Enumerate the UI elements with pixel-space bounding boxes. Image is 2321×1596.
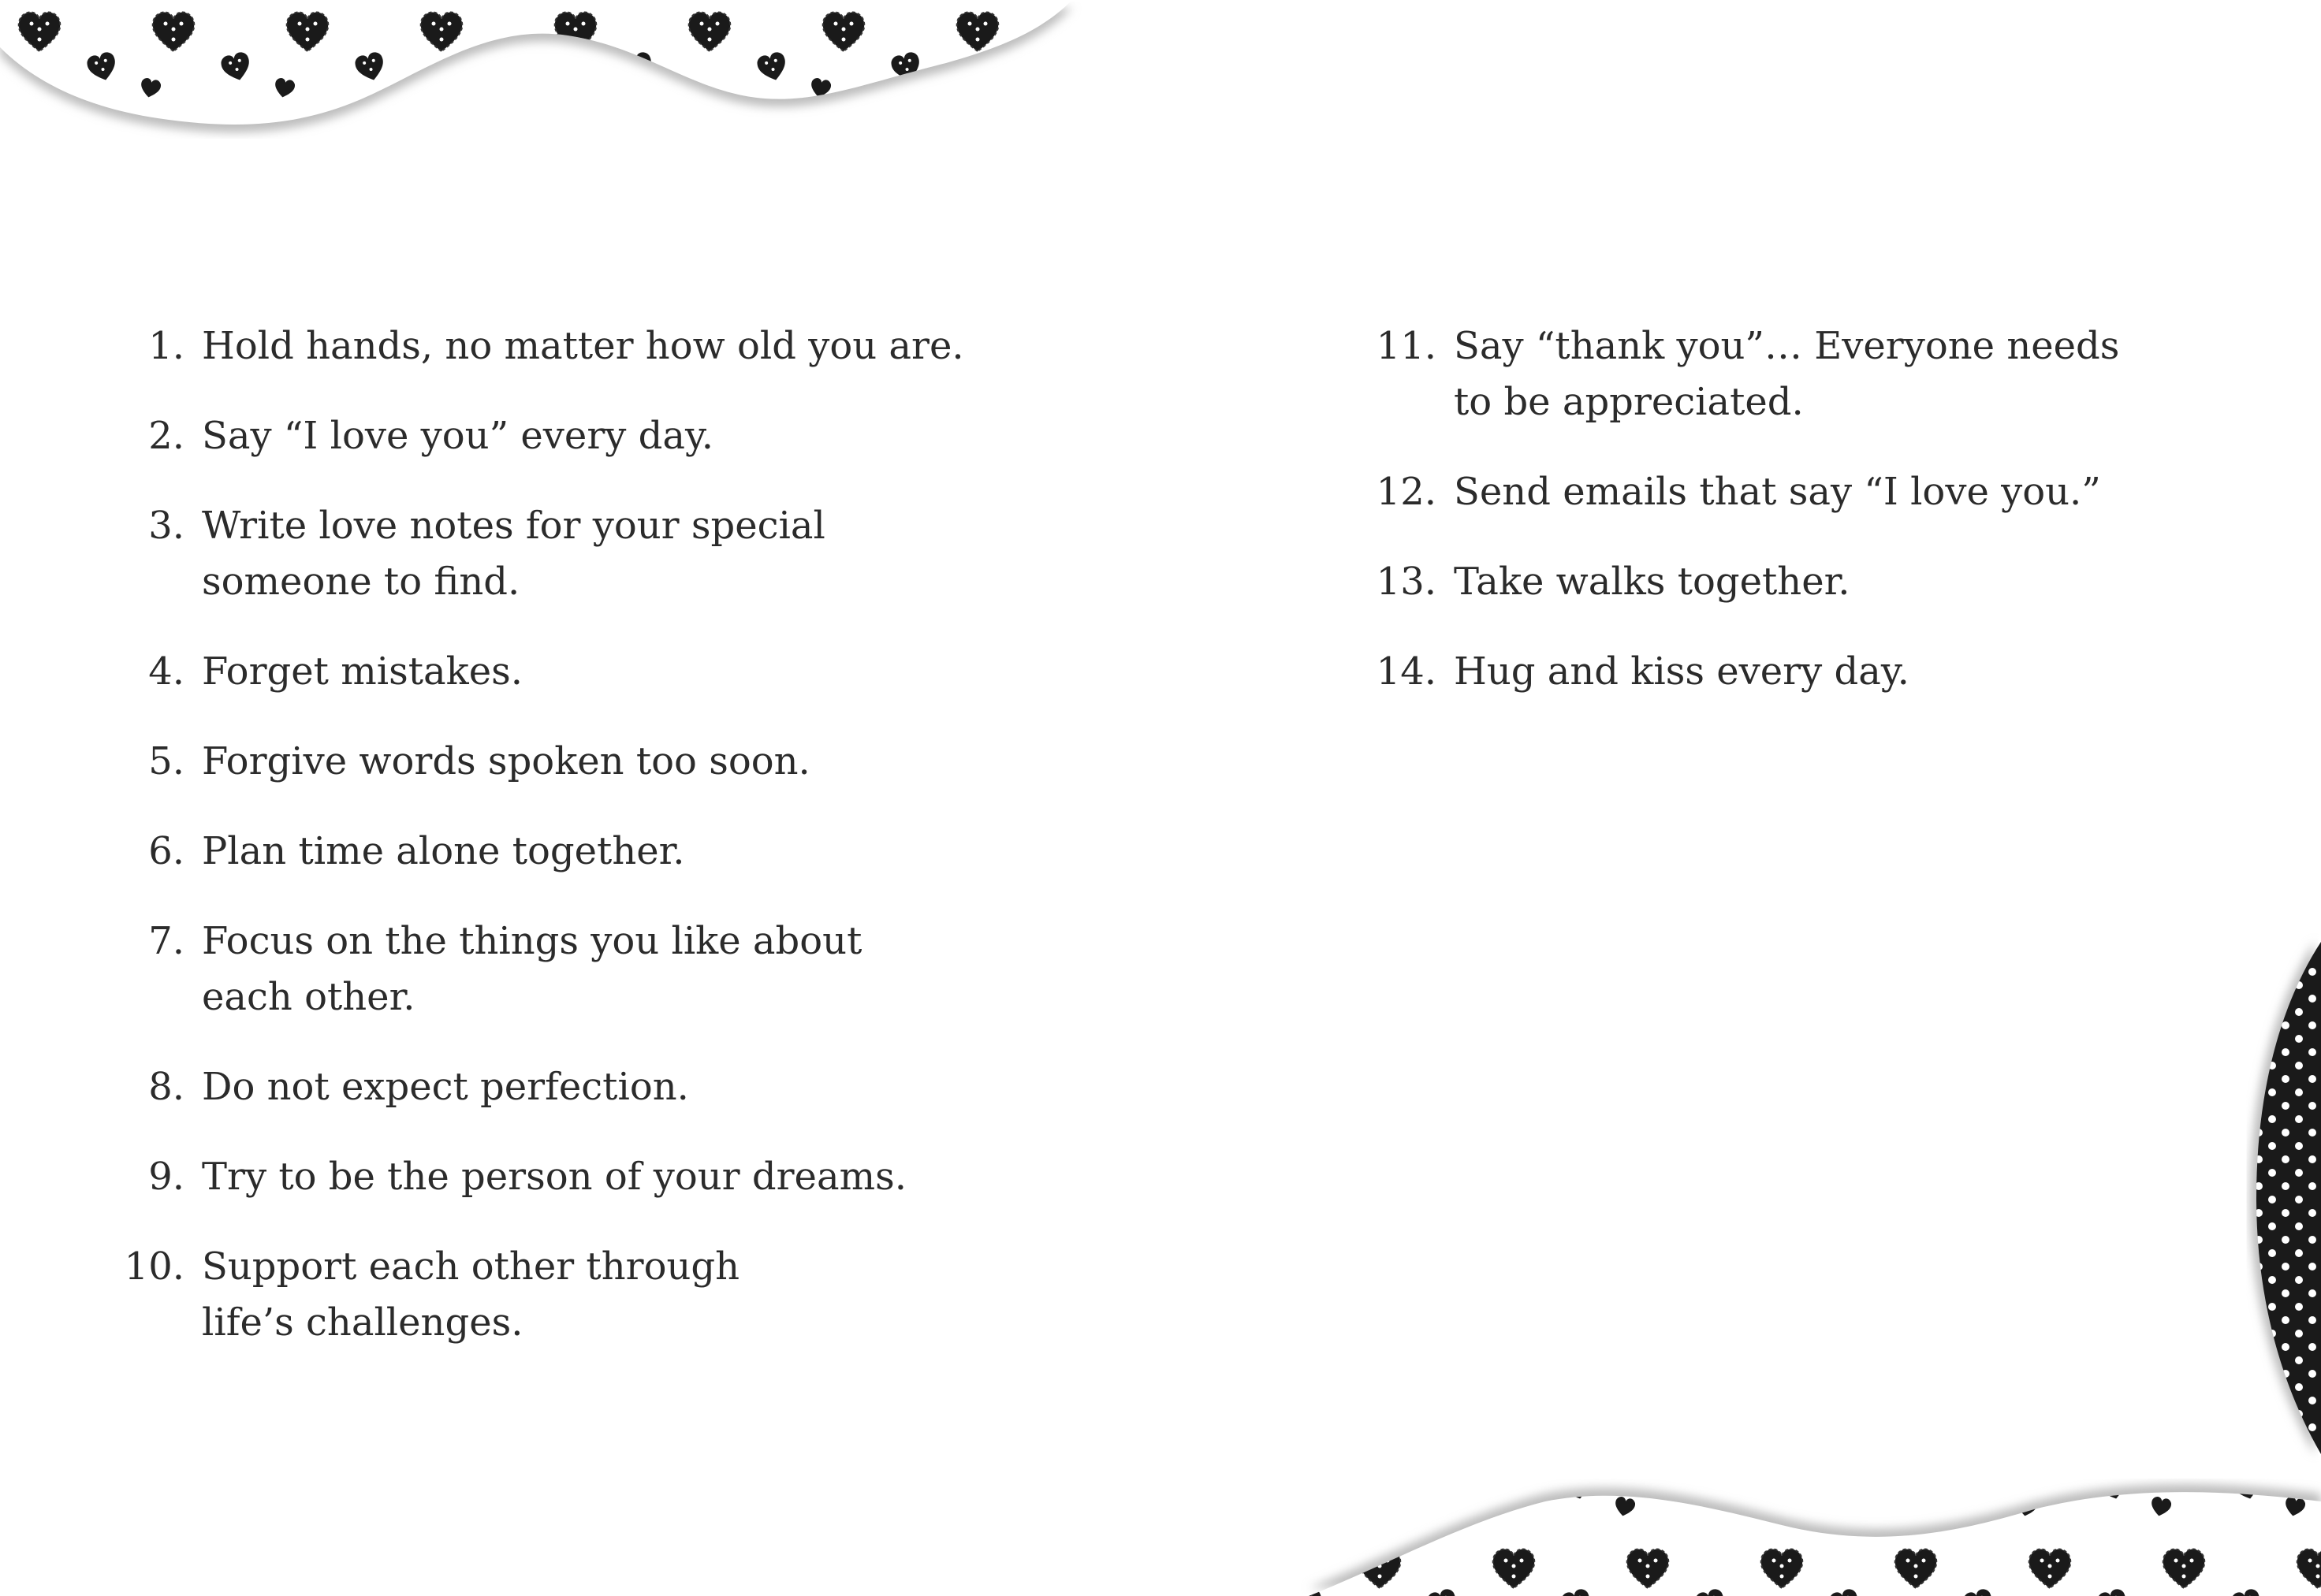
item-number: 3. — [148, 504, 184, 548]
item-number: 4. — [148, 649, 184, 694]
list-item — [118, 1059, 1025, 1115]
item-number: 5. — [148, 739, 184, 783]
right-edge-polka-dot-shape — [2250, 942, 2321, 1454]
item-text: Hold hands, no matter how old you are. — [202, 324, 964, 368]
list-item — [118, 734, 1025, 790]
list-item — [118, 1239, 1025, 1351]
item-text: Forget mistakes. — [202, 649, 523, 694]
item-number: 1. — [148, 324, 184, 368]
item-text: Say “I love you” every day. — [202, 414, 713, 458]
tips-list-left — [118, 318, 1025, 1385]
list-item — [118, 913, 1025, 1025]
item-text: Plan time alone together. — [202, 829, 685, 873]
list-item — [118, 498, 1025, 610]
list-item — [1367, 644, 2219, 700]
item-number: 7. — [148, 919, 184, 963]
top-left-heart-pattern — [0, 0, 1072, 132]
item-text: Forgive words spoken too soon. — [202, 739, 810, 783]
item-number: 8. — [148, 1065, 184, 1109]
list-item — [118, 1149, 1025, 1205]
item-number: 14. — [1376, 649, 1436, 694]
item-text: Hug and kiss every day. — [1454, 649, 1909, 694]
item-text: Support each other through life’s challenges. — [202, 1244, 740, 1345]
item-text: Take walks together. — [1454, 560, 1850, 604]
item-text: Try to be the person of your dreams. — [202, 1155, 907, 1199]
item-text: Focus on the things you like about each other. — [202, 919, 862, 1019]
item-text: Send emails that say “I love you.” — [1454, 470, 2101, 514]
bottom-right-heart-pattern — [1309, 1484, 2321, 1596]
item-number: 2. — [148, 414, 184, 458]
item-number: 12. — [1376, 470, 1436, 514]
tips-list-right — [1367, 318, 2219, 734]
list-item — [1367, 554, 2219, 610]
list-item — [118, 644, 1025, 700]
list-item — [1367, 318, 2219, 430]
item-text: Write love notes for your special someone to find. — [202, 504, 825, 604]
list-item — [1367, 464, 2219, 520]
item-text: Do not expect perfection. — [202, 1065, 689, 1109]
item-number: 11. — [1376, 324, 1436, 368]
list-item — [118, 408, 1025, 464]
item-number: 6. — [148, 829, 184, 873]
item-number: 13. — [1376, 560, 1436, 604]
list-item — [118, 824, 1025, 880]
item-number: 9. — [148, 1155, 184, 1199]
item-number: 10. — [124, 1244, 184, 1289]
item-text: Say “thank you”… Everyone needs to be appreciated. — [1454, 324, 2120, 424]
list-item — [118, 318, 1025, 374]
